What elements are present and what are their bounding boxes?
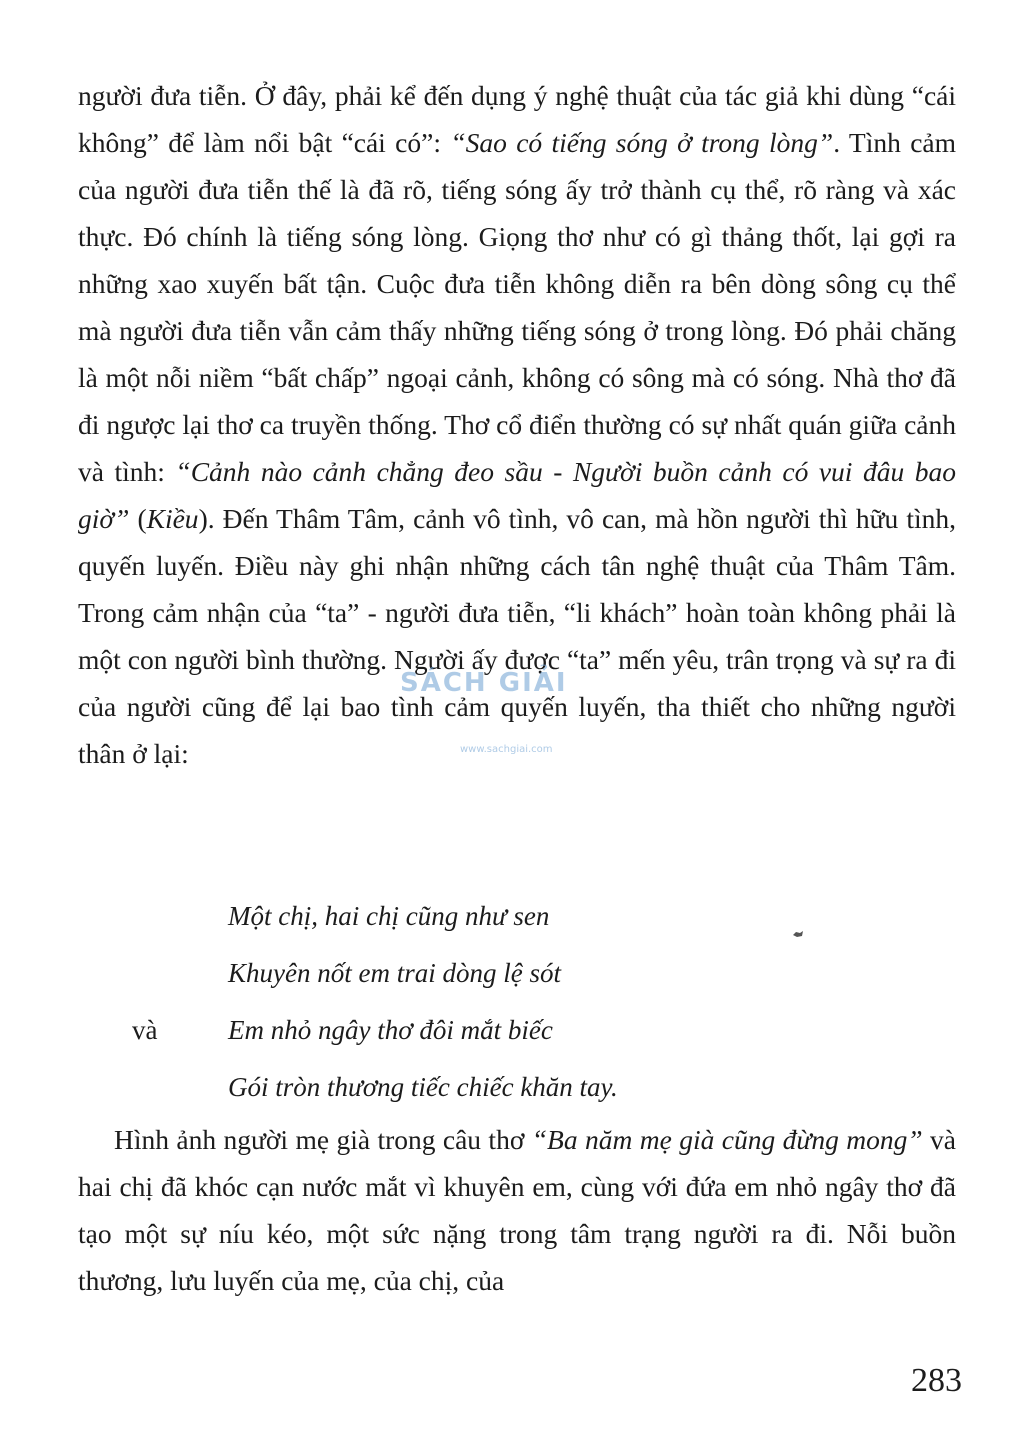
watermark-url: www.sachgiai.com — [460, 744, 553, 755]
paragraph-1-text-c: ( — [129, 503, 147, 534]
paragraph-1-text-b: . Tình cảm của người đưa tiễn thế là đã rõ, tiếng sóng ấy trở thành cụ thể, rõ ràng và xác thực. Đó chính là tiếng sóng lòng. Giọng thơ như có gì thảng thốt, lại gợi ra những xao xuyến bất tận. Cuộc đưa tiễn không diễn ra bên dòng sông cụ thể mà người đưa tiễn vẫn cảm thấy những tiếng sóng ở trong lòng. Đó phải chăng là một nỗi niềm “bất chấp” ngoại cảnh, không có sông mà có sóng. Nhà thơ đã đi ngược lại thơ ca truyền thống. Thơ cổ điển thường có sự nhất quán giữa cảnh và tình: — [78, 127, 956, 487]
work-title-kieu: Kiều — [146, 503, 199, 534]
paragraph-2 — [78, 1116, 956, 1304]
watermark-logo: SÁCH GIẢI — [400, 668, 568, 698]
quote-kieu: “Cảnh nào cảnh chẳng đeo sầu - Người buồn cảnh có vui đâu bao giờ” — [78, 456, 956, 534]
poem-line-4: Gói tròn thương tiếc chiếc khăn tay. — [228, 1072, 618, 1102]
page-number: 283 — [911, 1362, 962, 1399]
paragraph-2-text-b: và hai chị đã khóc cạn nước mắt vì khuyên em, cùng với đứa em nhỏ ngây thơ đã tạo một sự níu kéo, một sức nặng trong tâm trạng người ra đi. Nỗi buồn thương, lưu luyến của mẹ, của chị, của — [78, 1124, 956, 1296]
quote-tieng-song: “Sao có tiếng sóng ở trong lòng” — [450, 127, 834, 158]
quote-me-gia: “Ba năm mẹ già cũng đừng mong” — [531, 1124, 923, 1155]
paragraph-2-text-a: Hình ảnh người mẹ già trong câu thơ — [114, 1124, 532, 1155]
poem-conjunction: và — [132, 1015, 158, 1045]
paragraph-1-text-a: người đưa tiễn. Ở đây, phải kể đến dụng ý nghệ thuật của tác giả khi dùng “cái không” để làm nổi bật “cái có”: — [78, 80, 956, 158]
poem-line-1: Một chị, hai chị cũng như sen — [228, 901, 550, 931]
watermark — [400, 660, 600, 755]
poem-line-2: Khuyên nốt em trai dòng lệ sót — [228, 958, 561, 988]
ink-speck-icon — [792, 930, 804, 938]
poem-line-3: Em nhỏ ngây thơ đôi mắt biếc — [228, 1015, 553, 1045]
poem-excerpt — [228, 888, 618, 1116]
paragraph-1-text-d: ). Đến Thâm Tâm, cảnh vô tình, vô can, mà hồn người thì hữu tình, quyến luyến. Điều này ghi nhận những cách tân nghệ thuật của Thâm Tâm. Trong cảm nhận của “ta” - người đưa tiễn, “li khách” hoàn toàn không phải là một con người bình thường. Người ấy được “ta” mến yêu, trân trọng và sự ra đi của người cũng để lại bao tình cảm quyến luyến, tha thiết cho những người thân ở lại: — [78, 503, 956, 769]
